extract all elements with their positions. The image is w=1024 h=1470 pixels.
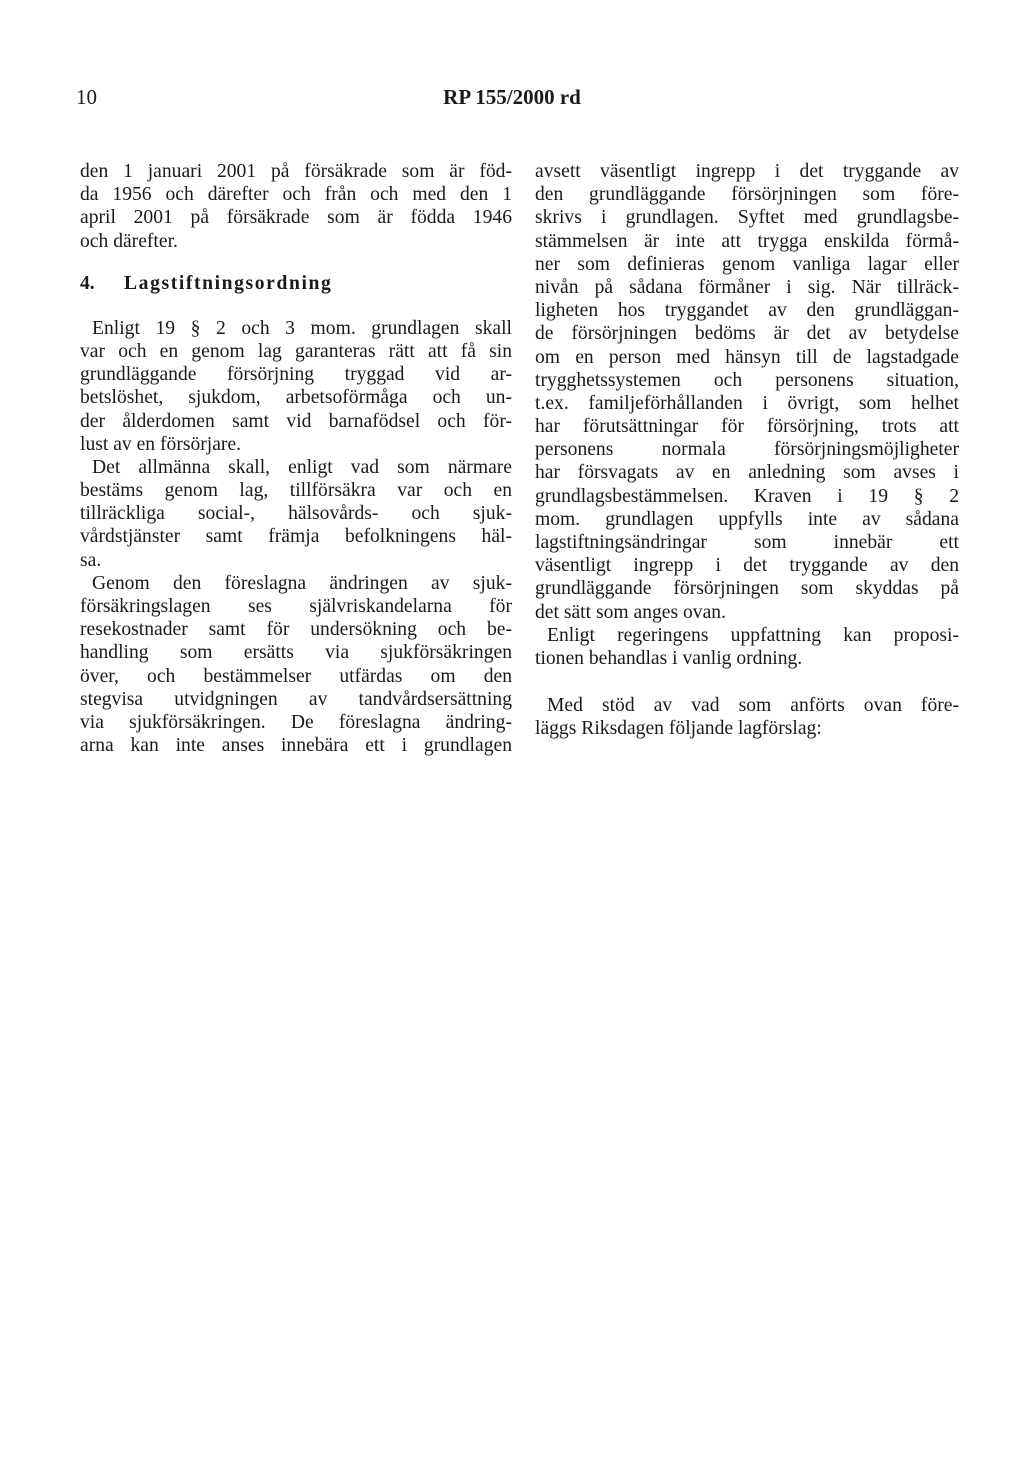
- text-line: vårdstjänster samt främja befolkningens häl-: [80, 526, 512, 548]
- text-line: den grundläggande försörjningen som före-: [535, 184, 959, 206]
- text-line: betslöshet, sjukdom, arbetsoförmåga och un-: [80, 387, 512, 409]
- section-title: Lagstiftningsordning: [124, 272, 333, 294]
- text-line: väsentligt ingrepp i det tryggande av den: [535, 555, 959, 577]
- paragraph-public-services: [80, 456, 512, 572]
- text-line: Enligt regeringens uppfattning kan proposi-: [547, 624, 959, 646]
- text-line: Det allmänna skall, enligt vad som närmare: [92, 456, 512, 478]
- text-line: avsett väsentligt ingrepp i det tryggande av: [535, 161, 959, 182]
- text-line: lagstiftningsändringar som innebär ett: [535, 532, 959, 553]
- text-line: ligheten hos tryggandet av den grundläggan-: [535, 300, 959, 322]
- section-number: 4.: [80, 272, 95, 294]
- text-line: grundläggande försörjningen som skyddas på: [535, 578, 959, 600]
- text-line: Med stöd av vad som anförts ovan före-: [547, 695, 959, 717]
- left-column: [80, 160, 512, 757]
- paragraph-gap: [535, 670, 959, 694]
- text-line: lust av en försörjare.: [80, 433, 242, 455]
- intro-paragraph: [80, 160, 512, 253]
- text-line: handling som ersätts via sjukförsäkringen: [80, 642, 512, 664]
- text-line: Enligt 19 § 2 och 3 mom. grundlagen skall: [92, 317, 512, 339]
- text-line: var och en genom lag garanteras rätt att få sin: [80, 340, 512, 362]
- text-line: skrivs i grundlagen. Syftet med grundlagsbe-: [535, 207, 959, 229]
- text-line: har försvagats av en anledning som avses i: [535, 462, 959, 484]
- document-id: RP 155/2000 rd: [443, 85, 581, 109]
- right-column: [535, 160, 959, 741]
- text-line: den 1 januari 2001 på försäkrade som är föd-: [80, 161, 512, 182]
- text-line: arna kan inte anses innebära ett i grundlagen: [80, 735, 512, 757]
- text-line: resekostnader samt för undersökning och be-: [80, 619, 512, 641]
- text-line: det sätt som anges ovan.: [535, 601, 727, 623]
- text-line: grundläggande försörjning tryggad vid ar-: [80, 364, 512, 386]
- paragraph-government-view: [535, 624, 959, 670]
- text-line: tillräckliga social-, hälsovårds- och sjuk-: [80, 503, 512, 525]
- page-header: [0, 85, 1024, 115]
- paragraph-proposal: [535, 694, 959, 740]
- text-line: ner som definieras genom vanliga lagar eller: [535, 253, 959, 275]
- text-line: försäkringslagen ses självriskandelarna för: [80, 596, 512, 617]
- text-line: grundlagsbestämmelsen. Kraven i 19 § 2: [535, 485, 959, 507]
- text-line: personens normala försörjningsmöjligheter: [535, 439, 959, 461]
- text-line: över, och bestämmelser utfärdas om den: [80, 665, 512, 687]
- text-line: läggs Riksdagen följande lagförslag:: [535, 718, 822, 740]
- section-heading: [80, 271, 512, 297]
- text-line: stämmelsen är inte att trygga enskilda förmå-: [535, 230, 959, 252]
- text-line: trygghetssystemen och personens situation,: [535, 369, 959, 391]
- text-line: der ålderdomen samt vid barnafödsel och för-: [80, 410, 512, 432]
- text-line: och därefter.: [80, 230, 178, 252]
- text-line: mom. grundlagen uppfylls inte av sådana: [535, 508, 959, 530]
- text-line: stegvisa utvidgningen av tandvårdsersättning: [80, 688, 512, 710]
- text-line: via sjukförsäkringen. De föreslagna ändring-: [80, 711, 512, 733]
- page-number: 10: [76, 85, 97, 109]
- paragraph-assessment: [535, 160, 959, 624]
- text-line: tionen behandlas i vanlig ordning.: [535, 647, 803, 669]
- text-line: har förutsättningar för försörjning, trots att: [535, 416, 959, 438]
- text-line: sa.: [80, 549, 102, 571]
- text-line: bestäms genom lag, tillförsäkra var och en: [80, 480, 512, 502]
- text-line: nivån på sådana förmåner i sig. När tillräck-: [535, 276, 959, 298]
- text-line: de försörjningen bedöms är det av betydelse: [535, 323, 959, 345]
- paragraph-constitution: [80, 317, 512, 456]
- text-line: Genom den föreslagna ändringen av sjuk-: [92, 572, 512, 594]
- paragraph-proposed-change: [80, 572, 512, 758]
- text-line: april 2001 på försäkrade som är födda 1946: [80, 207, 512, 229]
- text-line: da 1956 och därefter och från och med den 1: [80, 184, 512, 206]
- text-line: om en person med hänsyn till de lagstadgade: [535, 346, 959, 368]
- text-line: t.ex. familjeförhållanden i övrigt, som helhet: [535, 392, 959, 414]
